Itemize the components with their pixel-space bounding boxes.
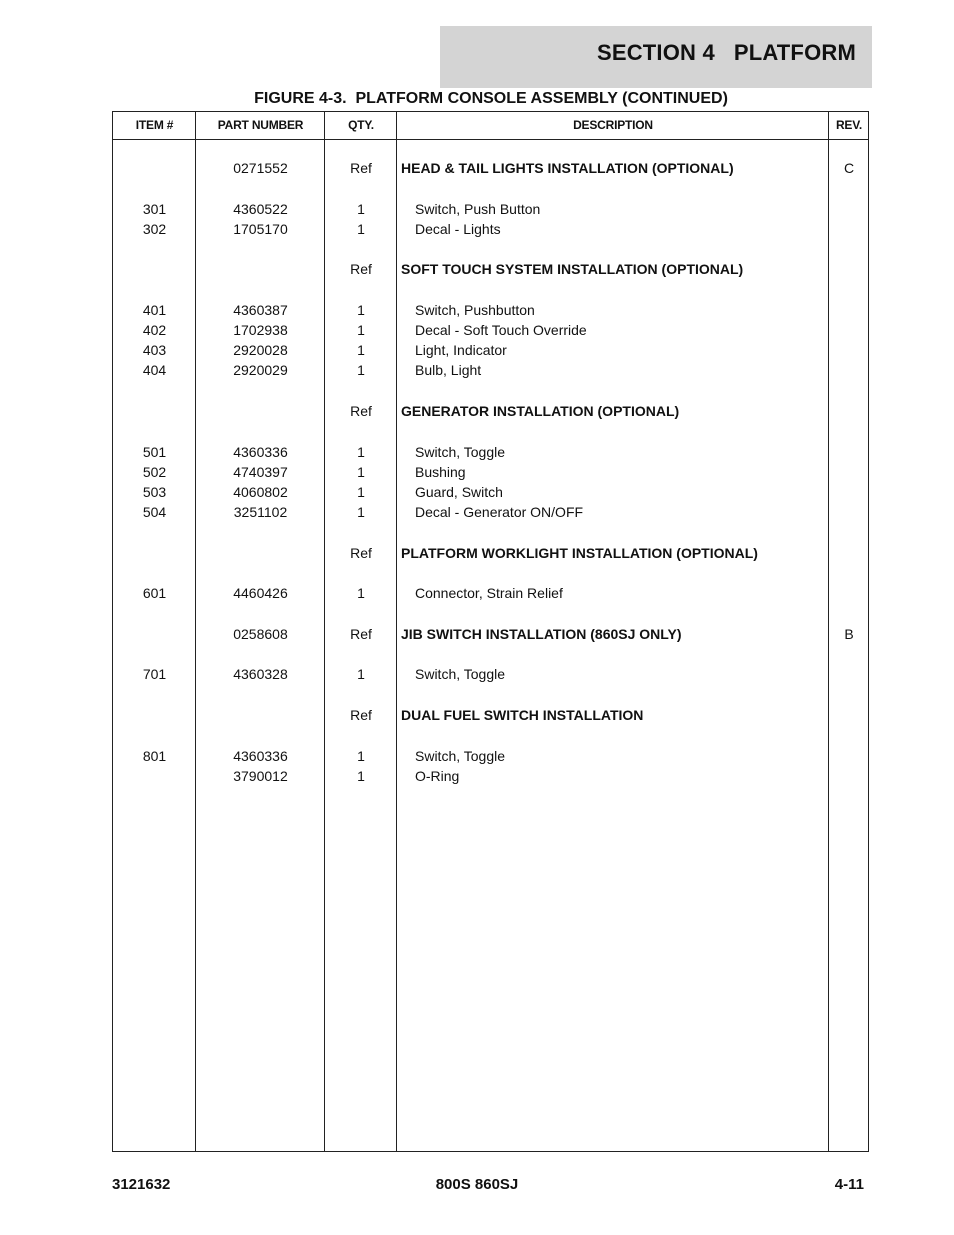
table-row-assembly [113,259,868,279]
header-item: ITEM # [135,118,174,132]
table-row [113,482,868,502]
part-number: 4740397 [233,464,288,480]
part-number: 2920029 [233,362,288,378]
part-number: 1705170 [233,221,288,237]
revision: C [843,160,855,176]
quantity: 1 [357,464,365,480]
header-rev: REV. [835,118,863,132]
item-number: 503 [142,484,167,500]
quantity: Ref [350,545,372,561]
part-number: 4360387 [233,302,288,318]
description: Connector, Strain Relief [415,585,563,601]
item-number: 801 [142,748,167,764]
item-number: 403 [142,342,167,358]
table-row [113,300,868,320]
part-number: 4360522 [233,201,288,217]
quantity: 1 [357,201,365,217]
table-row [113,199,868,219]
table-row-assembly [113,158,868,178]
part-number: 4060802 [233,484,288,500]
item-number: 402 [142,322,167,338]
part-number: 4360336 [233,444,288,460]
description: Guard, Switch [415,484,503,500]
quantity: 1 [357,666,365,682]
description: HEAD & TAIL LIGHTS INSTALLATION (OPTIONAL) [401,160,734,176]
figure-title: FIGURE 4-3. PLATFORM CONSOLE ASSEMBLY (CONTINUED) [254,90,728,107]
description: JIB SWITCH INSTALLATION (860SJ ONLY) [401,626,682,642]
quantity: 1 [357,444,365,460]
description: PLATFORM WORKLIGHT INSTALLATION (OPTIONAL) [401,545,758,561]
description: DUAL FUEL SWITCH INSTALLATION [401,707,644,723]
description: Switch, Push Button [415,201,541,217]
part-number: 1702938 [233,322,288,338]
description: Light, Indicator [415,342,507,358]
item-number: 302 [142,221,167,237]
quantity: 1 [357,322,365,338]
part-number: 4360328 [233,666,288,682]
header-qty: QTY. [348,118,374,132]
quantity: Ref [350,403,372,419]
description: Decal - Generator ON/OFF [415,504,584,520]
item-number: 701 [142,666,167,682]
quantity: 1 [357,768,365,784]
description: O-Ring [415,768,460,784]
description: Switch, Toggle [415,748,506,764]
quantity: Ref [350,707,372,723]
quantity: Ref [350,261,372,277]
item-number: 601 [142,585,167,601]
quantity: 1 [357,302,365,318]
part-number: 4460426 [233,585,288,601]
description: Switch, Pushbutton [415,302,535,318]
table-row [113,219,868,239]
description: Switch, Toggle [415,444,506,460]
table-row [113,664,868,684]
item-number: 502 [142,464,167,480]
table-row [113,442,868,462]
quantity: Ref [350,626,372,642]
part-number: 4360336 [233,748,288,764]
table-row-assembly [113,624,868,644]
table-row [113,462,868,482]
section-title: SECTION 4 PLATFORM [596,40,856,65]
quantity: 1 [357,504,365,520]
part-number: 0271552 [233,160,288,176]
table-row [113,320,868,340]
footer-model: 800S 860SJ [435,1176,519,1193]
quantity: Ref [350,160,372,176]
footer-page-number: 4-11 [834,1176,864,1193]
table-row-assembly [113,401,868,421]
table-row [113,340,868,360]
table-row-assembly [113,705,868,725]
table-row [113,583,868,603]
table-row [113,766,868,786]
header-description: DESCRIPTION [573,118,653,132]
description: Bulb, Light [415,362,482,378]
item-number: 301 [142,201,167,217]
part-number: 3790012 [233,768,288,784]
description: Bushing [415,464,466,480]
table-row [113,502,868,522]
parts-table [112,111,869,1152]
header-part-number: PART NUMBER [217,118,304,132]
quantity: 1 [357,221,365,237]
item-number: 501 [142,444,167,460]
part-number: 3251102 [233,504,288,520]
footer-doc-number: 3121632 [112,1176,171,1193]
quantity: 1 [357,748,365,764]
part-number: 0258608 [233,626,288,642]
revision: B [844,626,854,642]
quantity: 1 [357,585,365,601]
table-row [113,360,868,380]
quantity: 1 [357,362,365,378]
part-number: 2920028 [233,342,288,358]
table-row [113,746,868,766]
description: Decal - Lights [415,221,501,237]
quantity: 1 [357,342,365,358]
description: SOFT TOUCH SYSTEM INSTALLATION (OPTIONAL) [401,261,744,277]
description: GENERATOR INSTALLATION (OPTIONAL) [401,403,680,419]
description: Switch, Toggle [415,666,506,682]
item-number: 504 [142,504,167,520]
item-number: 401 [142,302,167,318]
quantity: 1 [357,484,365,500]
table-row-assembly [113,543,868,563]
description: Decal - Soft Touch Override [415,322,587,338]
item-number: 404 [142,362,167,378]
header-divider [113,139,868,140]
section-banner [440,26,872,88]
